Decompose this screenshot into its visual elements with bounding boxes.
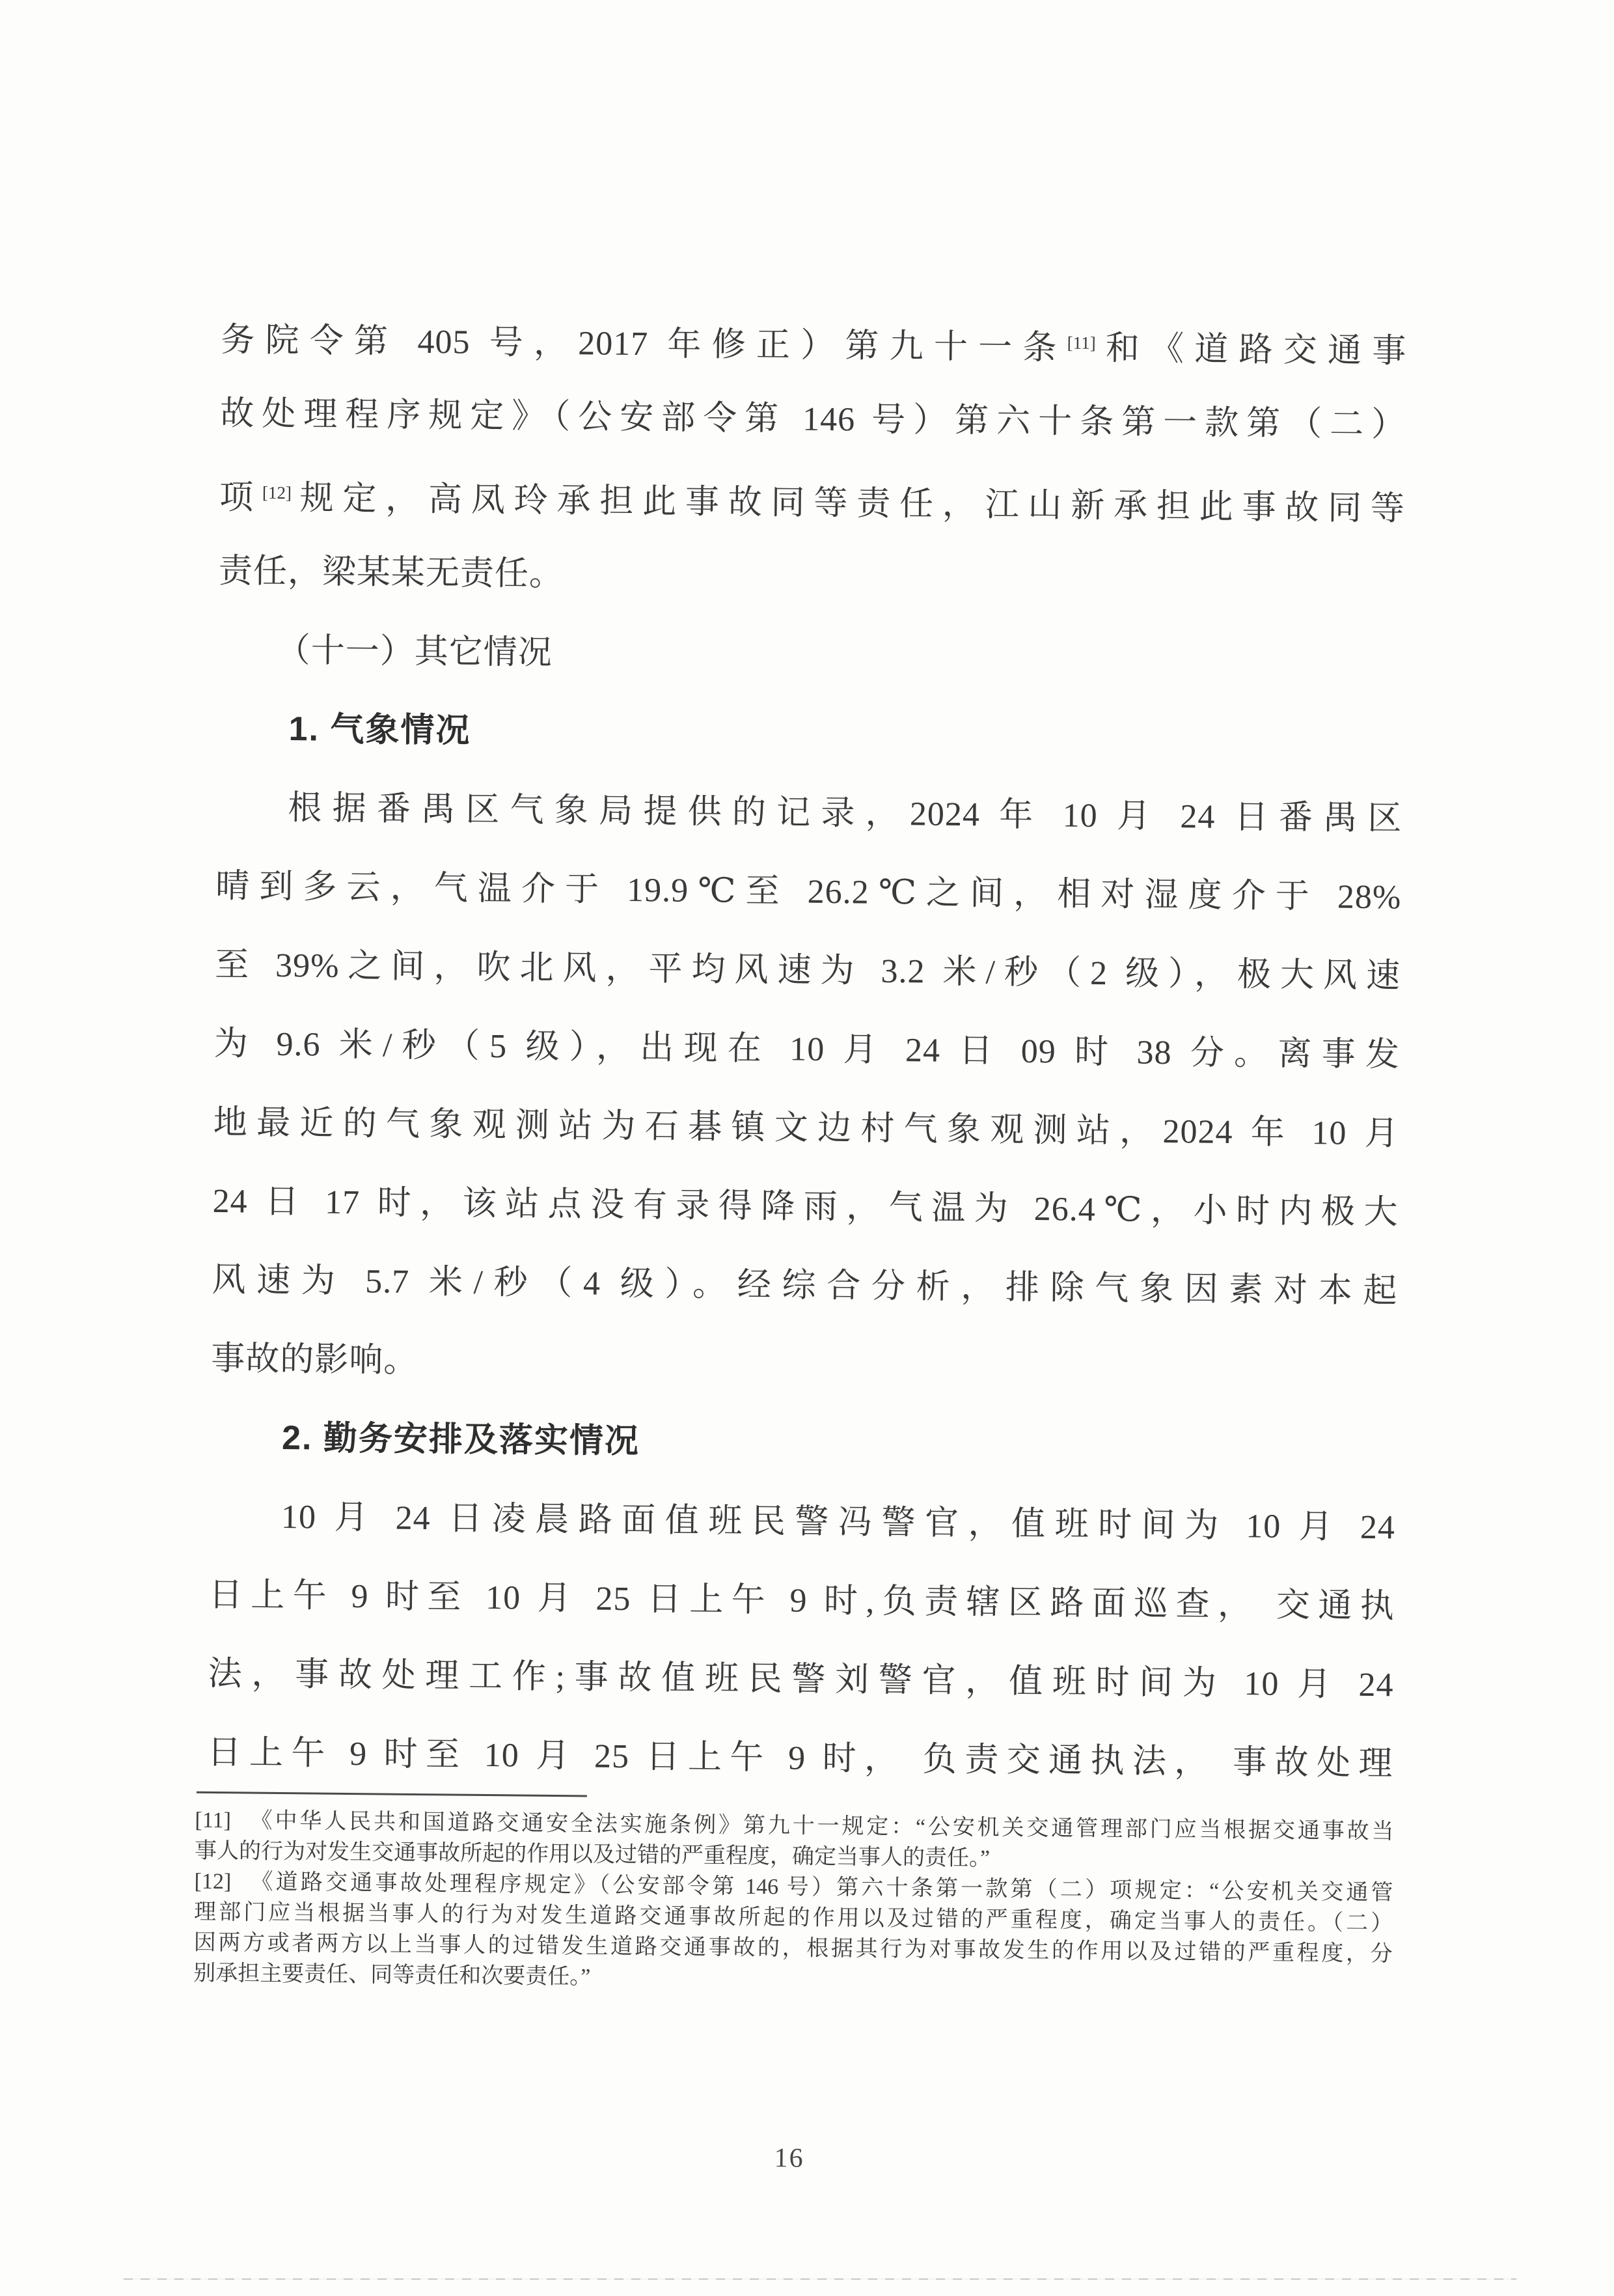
body-line: 晴到多云，气温介于 19.9℃至 26.2℃之间，相对湿度介于 28%: [215, 867, 1402, 917]
section-heading-11-other: （十一）其它情况: [276, 631, 553, 672]
body-line: 责任，梁某某无责任。: [218, 552, 564, 594]
subheading-2-duty: 2. 勤务安排及落实情况: [281, 1418, 640, 1461]
footnote-11-line: 事人的行为对发生交通事故所起的作用以及过错的严重程度，确定当事人的责任。”: [194, 1838, 991, 1871]
body-text: 务院令第 405 号，2017 年修正）第九十一条: [221, 321, 1067, 367]
footnote-separator: [197, 1791, 587, 1797]
body-line: 至 39%之间，吹北风，平均风速为 3.2 米/秒（2 级），极大风速: [214, 946, 1401, 995]
body-line: 风速为 5.7 米/秒（4 级）。经综合分析，排除气象因素对本起: [212, 1261, 1398, 1310]
subheading-1-weather: 1. 气象情况: [288, 710, 471, 750]
body-text: 项: [219, 478, 263, 517]
body-line: 故处理程序规定》（公安部令第 146 号）第六十条第一款第（二）: [219, 394, 1406, 444]
body-line: [219, 453, 1406, 543]
body-line: 日上午 9 时至 10 月 25 日上午 9 时,负责辖区路面巡查， 交通执: [208, 1576, 1395, 1625]
footnote-text: 《中华人民共和国道路交通安全法实施条例》第九十一规定：“公安机关交通管理部门应当根据交通事故当: [247, 1808, 1394, 1844]
body-line: [221, 296, 1407, 385]
body-text: 规定，高凤玲承担此事故同等责任，江山新承担此事故同等: [291, 480, 1406, 528]
body-line: 10 月 24 日凌晨路面值班民警冯警官，值班时间为 10 月 24: [280, 1498, 1396, 1547]
body-line: 根据番禺区气象局提供的记录，2024 年 10 月 24 日番禺区: [288, 790, 1402, 838]
footnotes-section: [193, 1786, 1394, 2000]
body-text: 和《道路交通事: [1095, 329, 1407, 370]
footnote-12-line: 因两方或者两方以上当事人的过错发生道路交通事故的，根据其行为对事故发生的作用以及过错的严重程度，分: [193, 1930, 1393, 1967]
page-number: 16: [774, 2143, 804, 2174]
document-body: [207, 296, 1407, 1803]
scan-edge-artifact: [124, 2278, 1516, 2280]
footnote-ref-12: [12]: [262, 482, 292, 503]
body-line: 法，事故处理工作;事故值班民警刘警官，值班时间为 10 月 24: [208, 1655, 1394, 1704]
body-line: 事故的影响。: [211, 1340, 418, 1379]
footnote-12-line: 别承担主要责任、同等责任和次要责任。”: [193, 1961, 591, 1989]
footnote-12-marker: [12]: [194, 1869, 232, 1894]
footnote-text: 《道路交通事故处理程序规定》（公安部令第 146 号）第六十条第一款第（二）项规定：“公安机关交通管: [248, 1870, 1393, 1905]
footnote-ref-11: [11]: [1067, 333, 1096, 353]
body-line: 为 9.6 米/秒（5 级），出现在 10 月 24 日 09 时 38 分。离事发: [213, 1025, 1401, 1074]
body-line: 日上午 9 时至 10 月 25 日上午 9 时， 负责交通执法， 事故处理: [207, 1734, 1393, 1783]
footnote-12-line: 理部门应当根据当事人的行为对发生道路交通事故所起的作用以及过错的严重程度，确定当事人的责任。（二）: [193, 1900, 1393, 1936]
body-line: 地最近的气象观测站为石碁镇文边村气象观测站，2024 年 10 月: [213, 1103, 1399, 1153]
footnote-11-marker: [11]: [195, 1808, 232, 1833]
body-line: 24 日 17 时，该站点没有录得降雨，气温为 26.4℃，小时内极大: [212, 1182, 1399, 1232]
